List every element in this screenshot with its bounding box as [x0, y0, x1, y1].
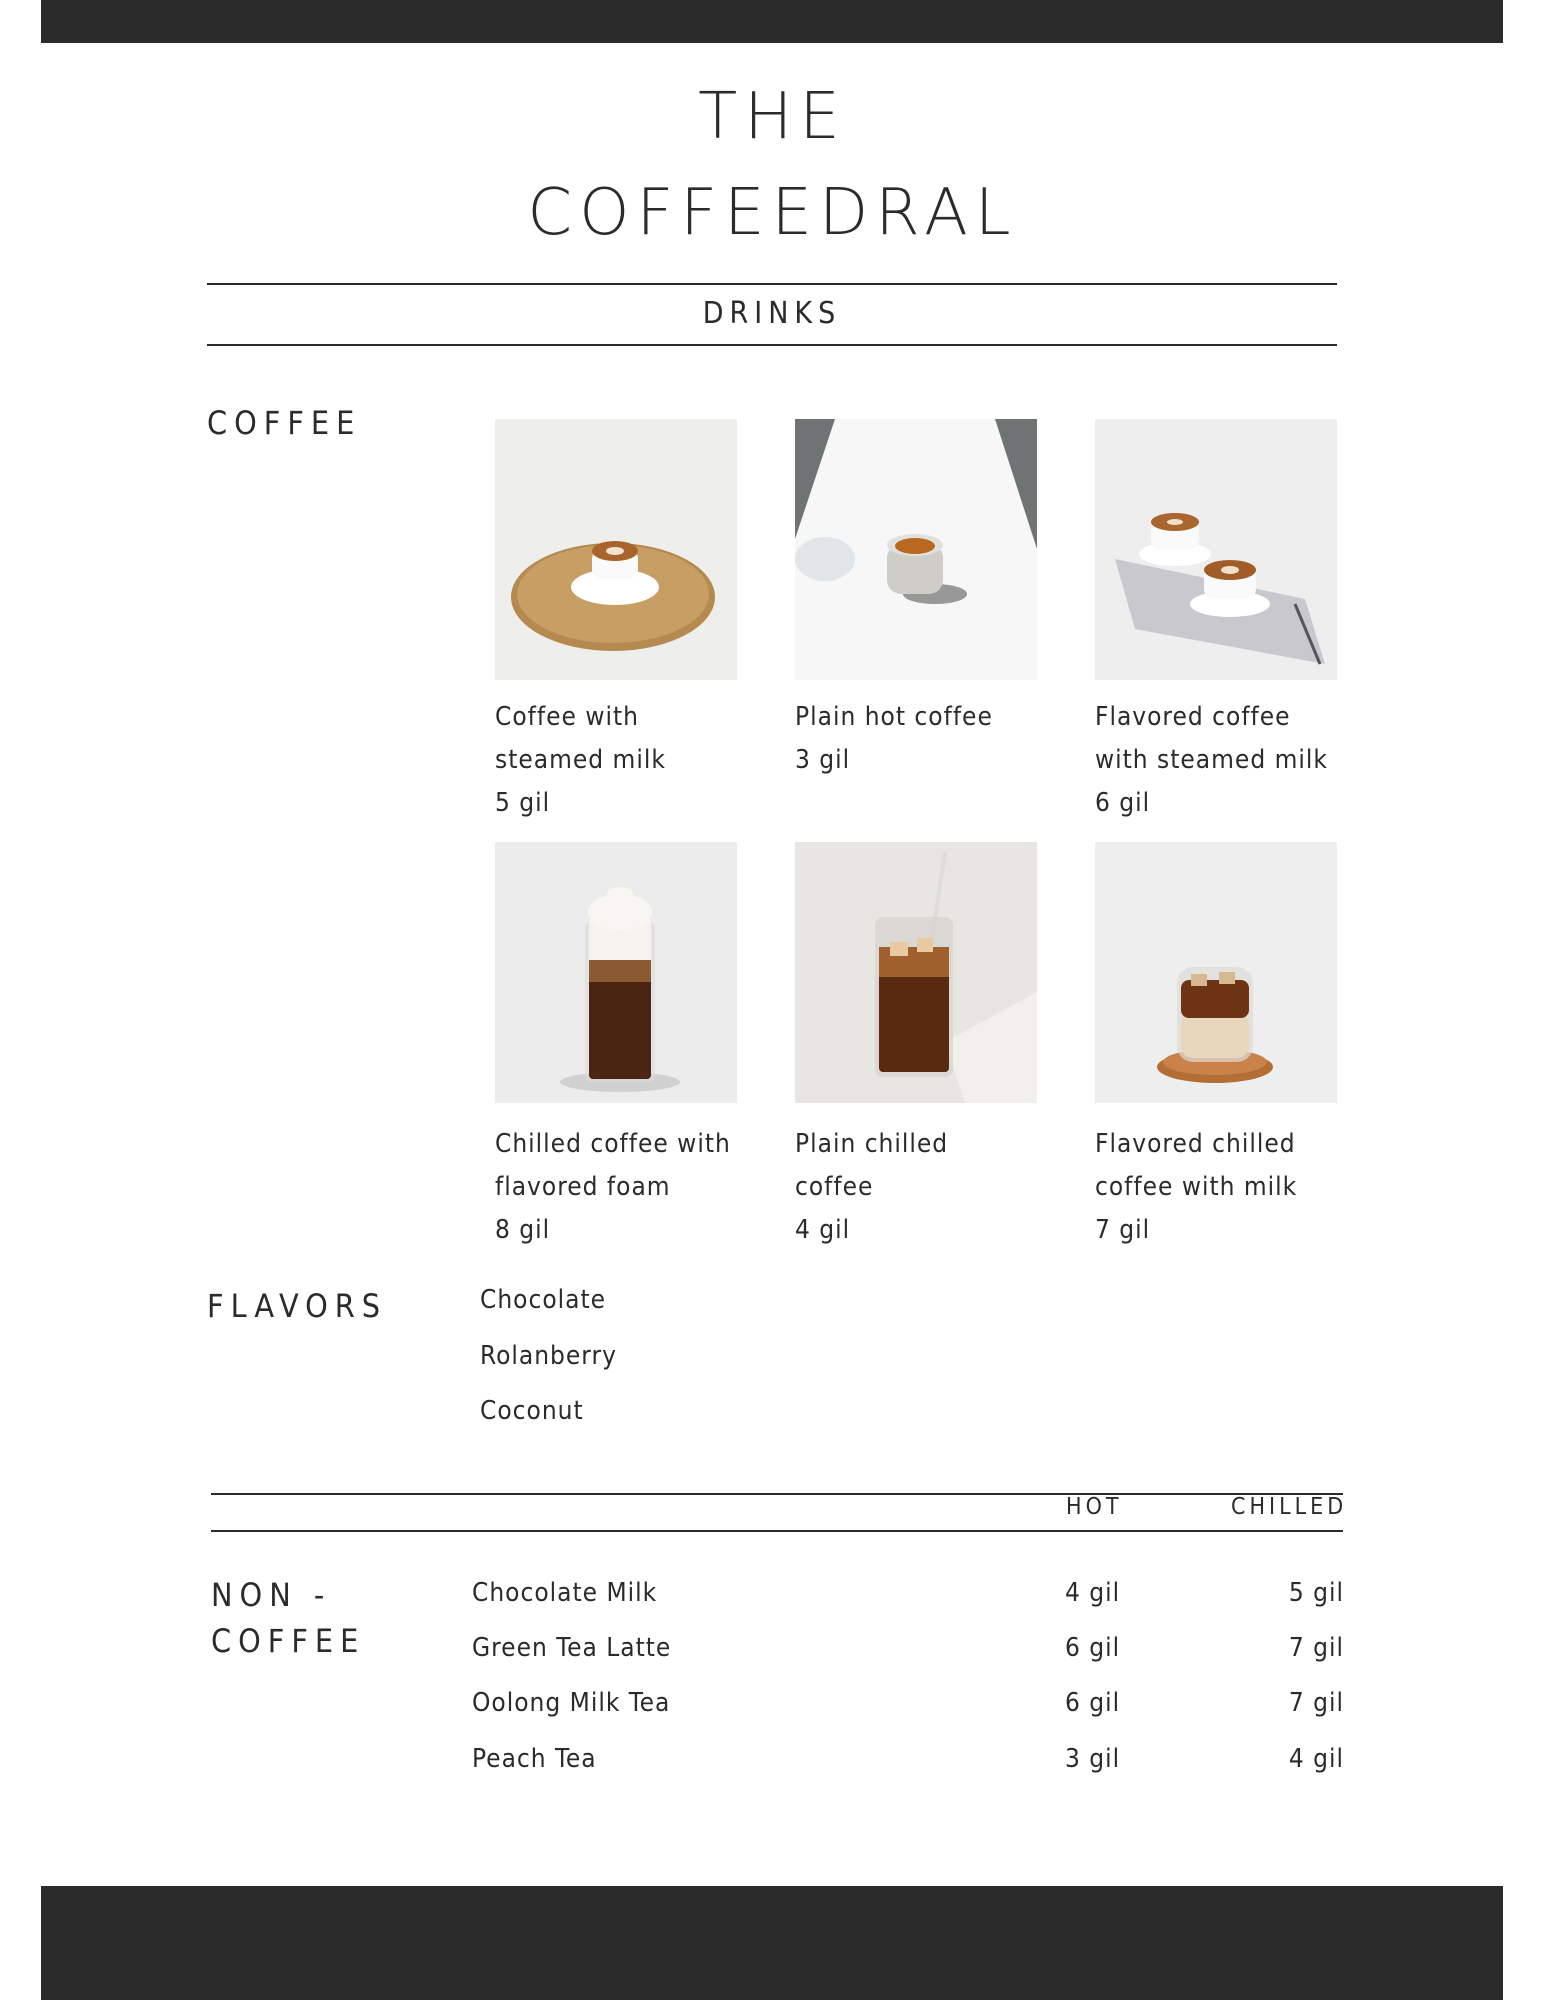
item-name-line: Coffee with — [495, 702, 639, 732]
hot-column-header: HOT — [1066, 1494, 1123, 1520]
coffee-section-label: COFFEE — [207, 404, 362, 442]
item-price: 4 gil — [795, 1215, 851, 1245]
item-name-line: flavored foam — [495, 1172, 671, 1202]
item-name-line: Flavored chilled — [1095, 1129, 1296, 1159]
hot-price: 4 gil — [1065, 1578, 1121, 1608]
top-bar — [41, 0, 1503, 43]
item-name-line: with steamed milk — [1095, 745, 1328, 775]
divider — [207, 283, 1337, 285]
coffee-item-caption — [795, 1123, 1045, 1252]
item-price: 3 gil — [795, 745, 851, 775]
chilled-column-header: CHILLED — [1231, 1494, 1348, 1520]
menu-title-line-1: THE — [698, 80, 847, 154]
item-price: 5 gil — [495, 788, 551, 818]
item-name-line: Plain chilled — [795, 1129, 949, 1159]
item-price: 6 gil — [1095, 788, 1151, 818]
coffee-item-caption — [495, 1123, 745, 1252]
label-line: COFFEE — [211, 1622, 366, 1660]
item-name-line: Chilled coffee with — [495, 1129, 731, 1159]
table-row — [472, 1578, 1344, 1618]
coffee-item-caption — [1095, 696, 1345, 825]
divider — [207, 344, 1337, 346]
drink-name: Oolong Milk Tea — [472, 1688, 671, 1718]
coffee-item-caption — [495, 696, 745, 825]
table-row — [472, 1744, 1344, 1784]
item-name-line: coffee with milk — [1095, 1172, 1298, 1202]
item-name-line: coffee — [795, 1172, 874, 1202]
chilled-price: 4 gil — [1288, 1744, 1344, 1774]
item-name-line: Plain hot coffee — [795, 702, 993, 732]
label-line: NON - — [211, 1576, 332, 1614]
bottom-bar — [41, 1886, 1503, 2000]
hot-price: 6 gil — [1065, 1633, 1121, 1663]
drink-name: Peach Tea — [472, 1744, 597, 1774]
drink-name: Green Tea Latte — [472, 1633, 672, 1663]
item-price: 8 gil — [495, 1215, 551, 1245]
table-divider — [211, 1493, 1343, 1495]
flavors-section-label: FLAVORS — [207, 1287, 388, 1325]
chilled-price: 7 gil — [1288, 1633, 1344, 1663]
photo-iced-coffee-plain — [795, 842, 1037, 1103]
item-name-line: Flavored coffee — [1095, 702, 1291, 732]
item-name-line: steamed milk — [495, 745, 666, 775]
coffee-item-caption — [795, 696, 1045, 782]
flavor-item: Coconut — [480, 1396, 584, 1426]
hot-price: 3 gil — [1065, 1744, 1121, 1774]
photo-iced-latte — [1095, 842, 1337, 1103]
coffee-item-caption — [1095, 1123, 1345, 1252]
menu-title-line-2: COFFEEDRAL — [527, 176, 1018, 250]
drink-name: Chocolate Milk — [472, 1578, 658, 1608]
hot-price: 6 gil — [1065, 1688, 1121, 1718]
flavor-item: Chocolate — [480, 1285, 607, 1315]
non-coffee-section-label — [211, 1572, 365, 1664]
photo-two-lattes — [1095, 419, 1337, 680]
chilled-price: 7 gil — [1288, 1688, 1344, 1718]
chilled-price: 5 gil — [1288, 1578, 1344, 1608]
flavor-item: Rolanberry — [480, 1341, 617, 1371]
table-row — [472, 1688, 1344, 1728]
drinks-heading: DRINKS — [702, 296, 842, 331]
photo-latte-on-mat — [495, 419, 737, 680]
table-divider — [211, 1530, 1343, 1532]
item-price: 7 gil — [1095, 1215, 1151, 1245]
photo-espresso-cup — [795, 419, 1037, 680]
table-row — [472, 1633, 1344, 1673]
photo-iced-coffee-foam — [495, 842, 737, 1103]
